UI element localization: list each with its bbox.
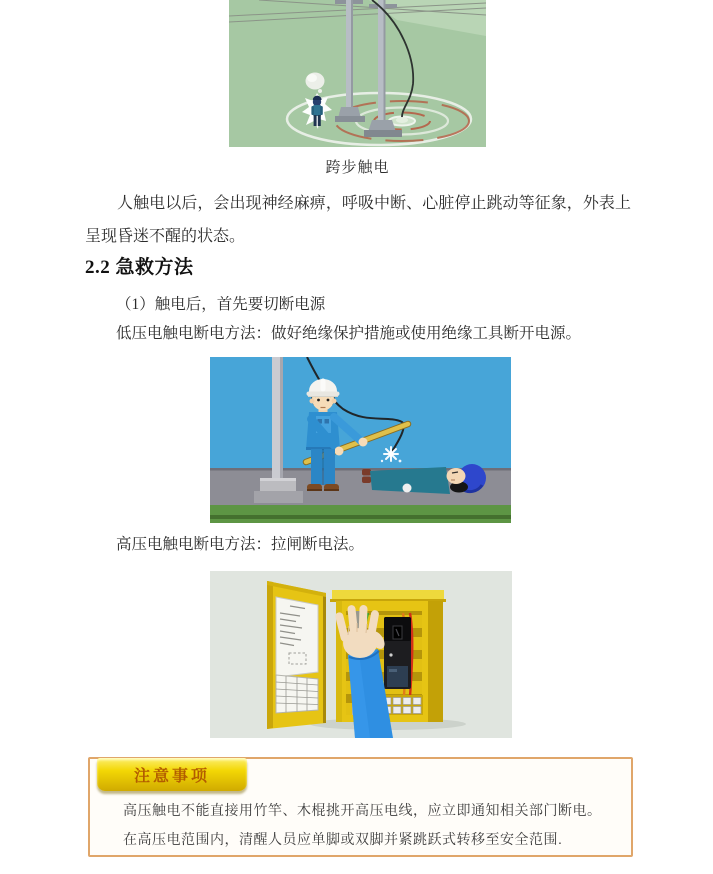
rescue-step-1: （1）触电后，首先要切断电源 [116,296,326,313]
door-label-paper [276,597,318,677]
breaker-switch-figure [210,571,512,738]
low-voltage-method: 低压电触电断电方法：做好绝缘保护措施或使用绝缘工具断开电源。 [116,325,582,342]
notice-line-1: 高压触电不能直接用竹竿、木棍挑开高压电线，应立即通知相关部门断电。 [123,802,602,818]
notice-box [88,757,633,857]
step-voltage-figure [229,0,486,147]
wire-contact-glow [396,117,408,123]
figure-caption: 跨步触电 [325,160,390,176]
notice-line-2: 在高压电范围内，清醒人员应单脚或双脚并紧跳跃式转移至安全范围. [123,831,563,847]
step-voltage-illustration [229,0,486,147]
high-voltage-method: 高压电触电断电方法：拉闸断电法。 [116,536,365,553]
low-voltage-rescue-illustration [210,357,511,523]
breaker-unit [384,617,411,689]
notice-banner [97,758,247,791]
low-voltage-rescue-figure [210,357,511,523]
section-heading: 2.2 急救方法 [85,257,194,278]
door-label-table [276,675,318,713]
breaker-switch-illustration [210,571,512,738]
symptoms-paragraph: 人触电以后，会出现神经麻痹，呼吸中断、心脏停止跳动等征象，外表上呈现昏迷不醒的状态。 [85,195,631,245]
notice-title: 注意事项 [133,768,210,785]
